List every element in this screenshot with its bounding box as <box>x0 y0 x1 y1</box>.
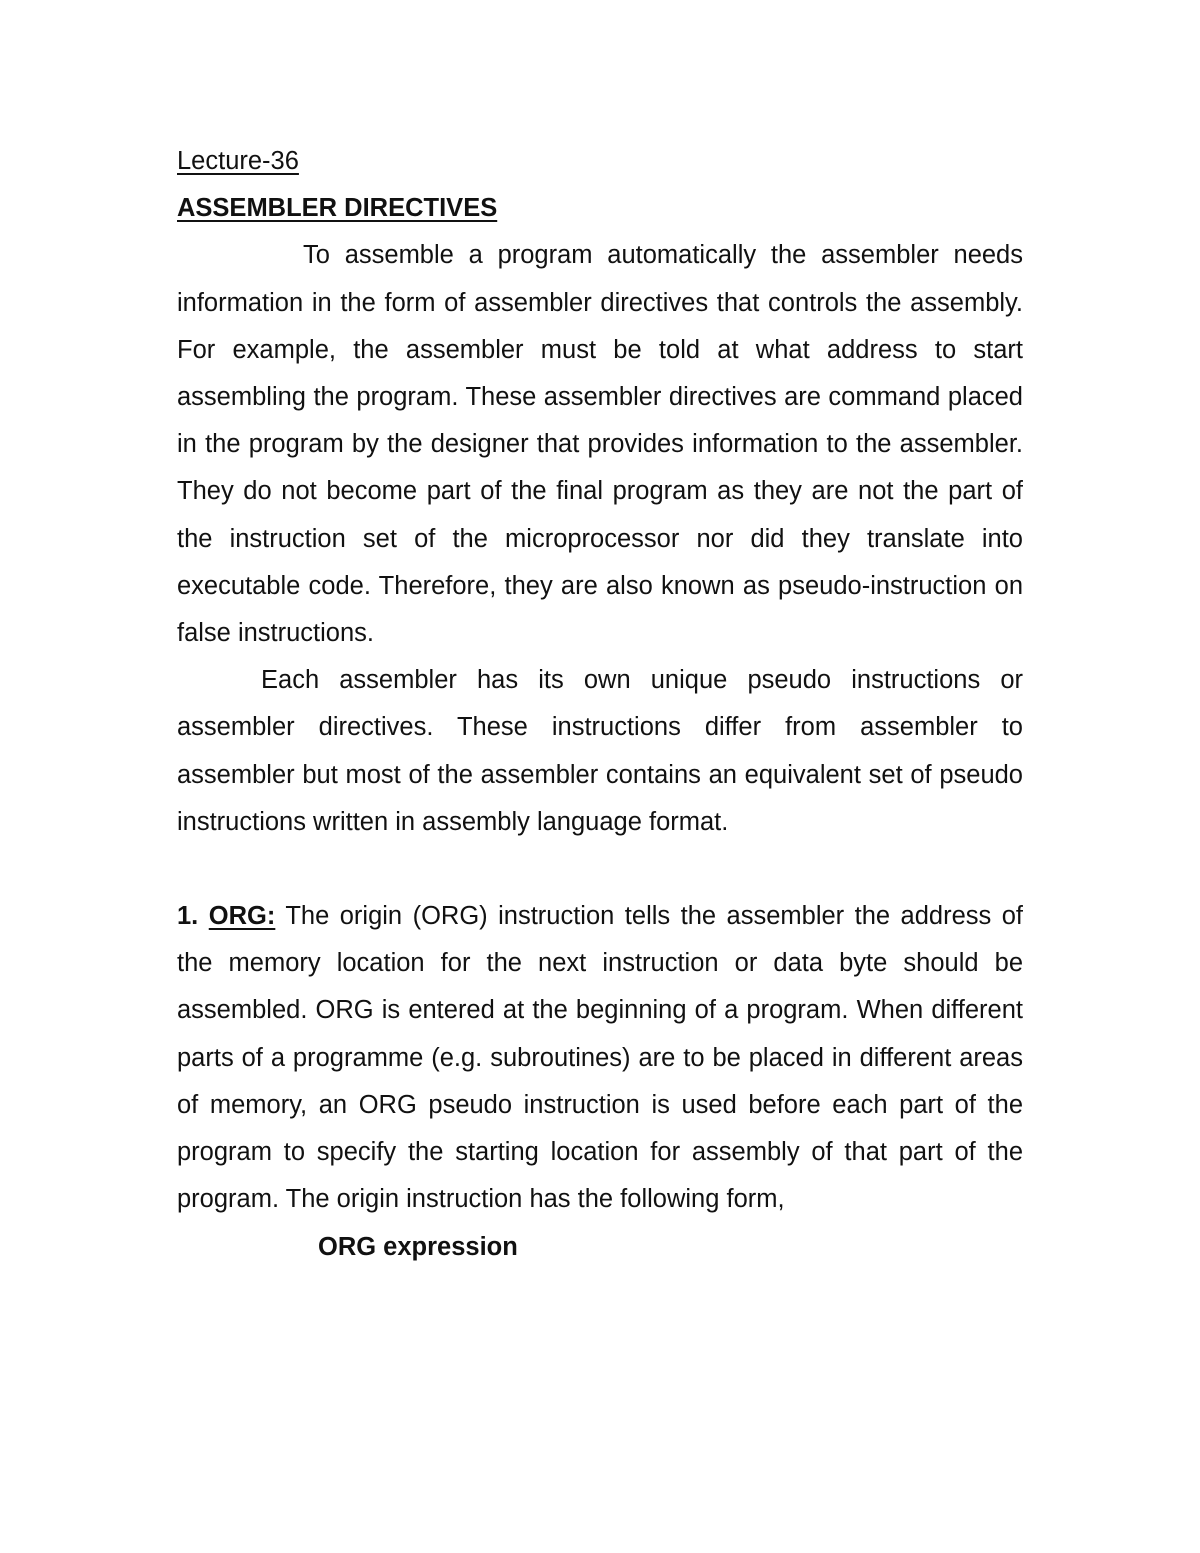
org-syntax: ORG expression <box>318 1233 518 1262</box>
section-title: ASSEMBLER DIRECTIVES <box>177 194 498 223</box>
paragraph-gap <box>177 846 1023 893</box>
org-description: The origin (ORG) instruction tells the assembler the address of the memory location for the next instruction or data byte should be assembled. ORG is entered at the beginning of a program. When different parts of a programme (e.g. subroutines) are to be placed in different areas of memory, an ORG pseudo instruction is used before each part of the program to specify the starting location for assembly of that part of the program. The origin instruction has the following form, <box>177 902 1023 1214</box>
item-number: 1. <box>177 902 199 931</box>
document-page <box>177 138 1023 1272</box>
org-item <box>177 893 1023 1223</box>
lecture-label: Lecture-36 <box>177 147 299 175</box>
second-paragraph: Each assembler has its own unique pseudo instructions or assembler directives. These instructions differ from assembler to assembler but most of the assembler contains an equivalent set of pseudo instructions written in assembly language format. <box>177 666 1023 836</box>
org-term: ORG: <box>208 902 276 931</box>
intro-paragraph: To assemble a program automatically the assembler needs information in the form of assembler directives that controls the assembly. For example, the assembler must be told at what address to start assembling the program. These assembler directives are command placed in the program by the designer that provides information to the assembler. They do not become part of the final program as they are not the part of the instruction set of the microprocessor nor did they translate into executable code. Therefore, they are also known as pseudo-instruction on false instructions. <box>177 241 1023 648</box>
